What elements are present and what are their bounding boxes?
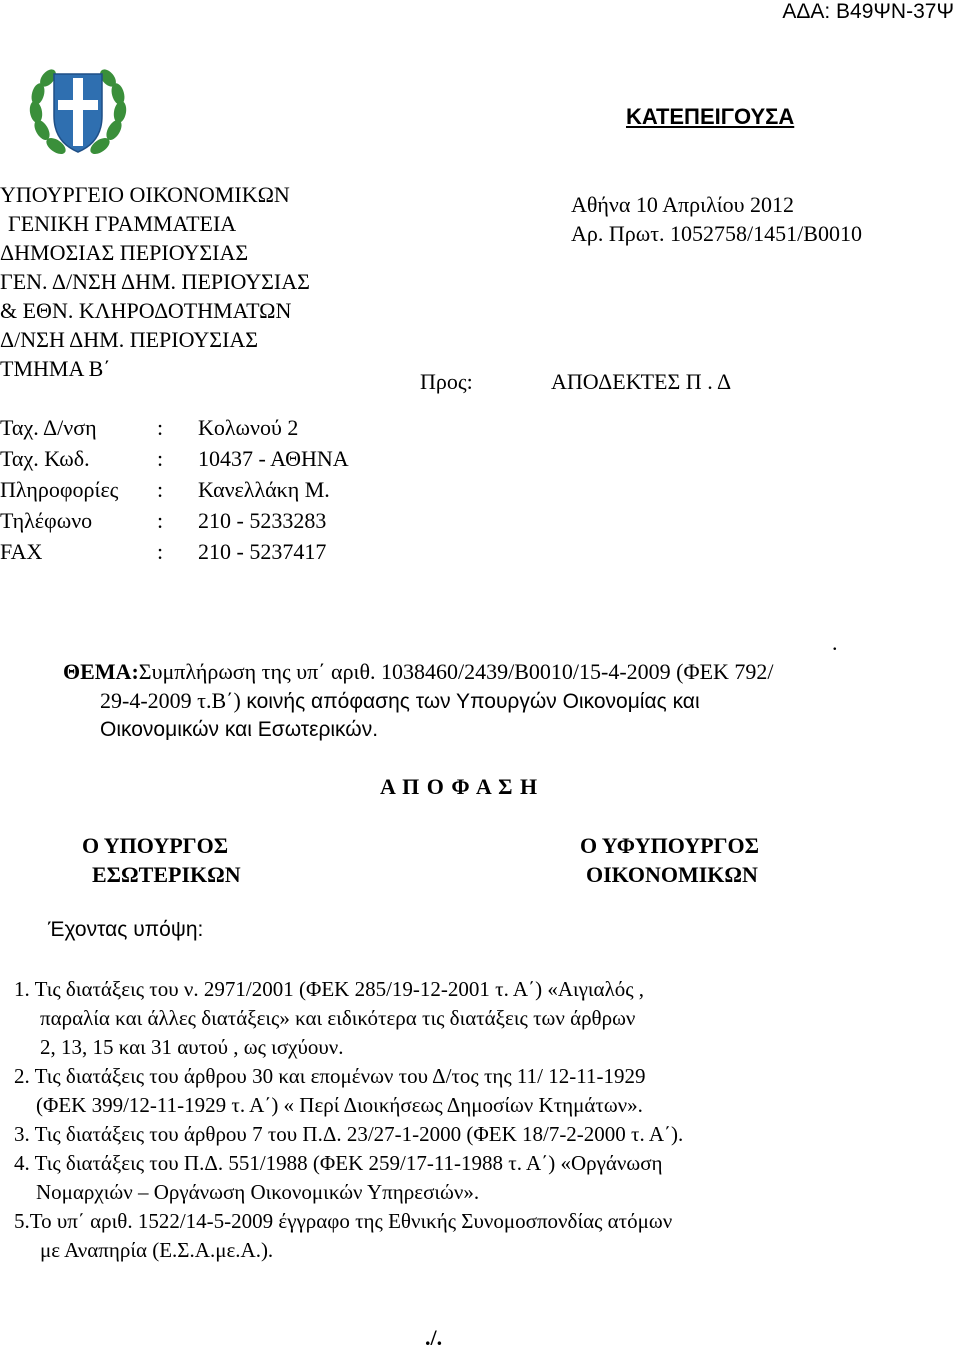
contact-colon: : bbox=[157, 446, 164, 471]
ministry-header bbox=[0, 180, 310, 383]
page-continuation: ./. bbox=[425, 1325, 443, 1350]
ministry-line: ΔΗΜΟΣΙΑΣ ΠΕΡΙΟΥΣΙΑΣ bbox=[0, 240, 249, 265]
list-item bbox=[14, 1207, 874, 1265]
subject-text: Συμπλήρωση της υπ΄ αριθ. 1038460/2439/Β0010/15-4-2009 (ΦΕΚ 792/ bbox=[138, 659, 774, 684]
protocol-number: Αρ. Πρωτ. 1052758/1451/Β0010 bbox=[571, 221, 862, 246]
recipients-value: ΑΠΟΔΕΚΤΕΣ Π . Δ bbox=[551, 369, 732, 394]
subject-line bbox=[63, 657, 863, 686]
subject-text: κοινής απόφασης των Υπουργών Οικονομίας και bbox=[246, 690, 700, 713]
ministry-line: ΤΜΗΜΑ Β΄ bbox=[0, 356, 111, 381]
contact-key: Ταχ. Δ/νση bbox=[0, 415, 97, 440]
ministry-line: ΓΕΝΙΚΗ ΓΡΑΜΜΑΤΕΙΑ bbox=[8, 211, 237, 236]
list-item-line: 4. Τις διατάξεις του Π.Δ. 551/1988 (ΦΕΚ 259/17-11-1988 τ. Α΄) «Οργάνωση bbox=[14, 1151, 663, 1175]
minister-ministry: ΟΙΚΟΝΟΜΙΚΩΝ bbox=[586, 862, 758, 887]
ministry-line: ΥΠΟΥΡΓΕΙΟ ΟΙΚΟΝΟΜΙΚΩΝ bbox=[0, 182, 290, 207]
contact-row bbox=[0, 475, 400, 506]
list-item-line: με Αναπηρία (Ε.Σ.Α.με.Α.). bbox=[40, 1238, 274, 1262]
ministry-line: & ΕΘΝ. ΚΛΗΡΟΔΟΤΗΜΑΤΩΝ bbox=[0, 298, 292, 323]
contact-value: 10437 - ΑΘΗΝΑ bbox=[198, 446, 349, 471]
contact-value: Κανελλάκη Μ. bbox=[198, 477, 330, 502]
date-protocol-block bbox=[571, 190, 862, 248]
subject-label: ΘΕΜΑ: bbox=[63, 659, 139, 684]
contact-row bbox=[0, 413, 400, 444]
minister-interior bbox=[82, 831, 241, 889]
list-item bbox=[14, 1149, 874, 1207]
contact-value: 210 - 5237417 bbox=[198, 539, 327, 564]
minister-finance bbox=[580, 831, 759, 889]
contact-colon: : bbox=[157, 508, 164, 533]
list-item-line: 2. Τις διατάξεις του άρθρου 30 και επομένων του Δ/τος της 11/ 12-11-1929 bbox=[14, 1064, 646, 1088]
list-item-line: παραλία και άλλες διατάξεις» και ειδικότερα τις διατάξεις των άρθρων bbox=[40, 1006, 636, 1030]
contact-colon: : bbox=[157, 477, 164, 502]
contact-colon: : bbox=[157, 539, 164, 564]
minister-title: Ο ΥΦΥΠΟΥΡΓΟΣ bbox=[580, 833, 760, 858]
separator-dot: . bbox=[832, 630, 838, 655]
list-item-line: 3. Τις διατάξεις του άρθρου 7 του Π.Δ. 23/27-1-2000 (ΦΕΚ 18/7-2-2000 τ. Α΄). bbox=[14, 1122, 684, 1146]
list-item-line: 5.Το υπ΄ αριθ. 1522/14-5-2009 έγγραφο της Εθνικής Συνομοσπονδίας ατόμων bbox=[14, 1209, 673, 1233]
document-date: Αθήνα 10 Απριλίου 2012 bbox=[571, 192, 795, 217]
list-item-line: 2, 13, 15 και 31 αυτού , ως ισχύουν. bbox=[40, 1035, 344, 1059]
ministry-line: ΓΕΝ. Δ/ΝΣΗ ΔΗΜ. ΠΕΡΙΟΥΣΙΑΣ bbox=[0, 269, 310, 294]
list-item bbox=[14, 975, 874, 1062]
contact-row bbox=[0, 444, 400, 475]
list-item-line: (ΦΕΚ 399/12-11-1929 τ. Α΄) « Περί Διοικήσεως Δημοσίων Κτημάτων». bbox=[36, 1093, 643, 1117]
urgency-label: ΚΑΤΕΠΕΙΓΟΥΣΑ bbox=[626, 104, 795, 129]
list-item-line: Νομαρχιών – Οργάνωση Οικονομικών Υπηρεσιών». bbox=[36, 1180, 480, 1204]
contact-key: Τηλέφωνο bbox=[0, 508, 93, 533]
greek-coat-of-arms-icon bbox=[26, 60, 130, 164]
ada-code: ΑΔΑ: Β49ΨΝ-37Ψ bbox=[782, 0, 954, 23]
contact-info bbox=[0, 413, 400, 568]
decision-title: Α Π Ο Φ Α Σ Η bbox=[380, 774, 539, 799]
subject-block bbox=[63, 657, 863, 744]
contact-row bbox=[0, 537, 400, 568]
subject-line bbox=[63, 686, 863, 715]
contact-key: FAX bbox=[0, 539, 43, 564]
list-item bbox=[14, 1120, 874, 1149]
recipients-label: Προς: bbox=[420, 369, 473, 394]
subject-text: 29-4-2009 τ.Β΄) bbox=[100, 688, 241, 713]
list-item-line: 1. Τις διατάξεις του ν. 2971/2001 (ΦΕΚ 285/19-12-2001 τ. Α΄) «Αιγιαλός , bbox=[14, 977, 645, 1001]
contact-key: Ταχ. Κωδ. bbox=[0, 446, 90, 471]
minister-ministry: ΕΣΩΤΕΡΙΚΩΝ bbox=[92, 862, 241, 887]
subject-line: Οικονομικών και Εσωτερικών. bbox=[100, 718, 379, 741]
having-considered: Έχοντας υπόψη: bbox=[48, 918, 204, 941]
considerations-list bbox=[14, 975, 874, 1265]
contact-colon: : bbox=[157, 415, 164, 440]
contact-row bbox=[0, 506, 400, 537]
contact-value: 210 - 5233283 bbox=[198, 508, 327, 533]
contact-value: Κολωνού 2 bbox=[198, 415, 299, 440]
minister-title: Ο ΥΠΟΥΡΓΟΣ bbox=[82, 833, 229, 858]
list-item bbox=[14, 1062, 874, 1120]
contact-key: Πληροφορίες bbox=[0, 477, 119, 502]
ministry-line: Δ/ΝΣΗ ΔΗΜ. ΠΕΡΙΟΥΣΙΑΣ bbox=[0, 327, 259, 352]
